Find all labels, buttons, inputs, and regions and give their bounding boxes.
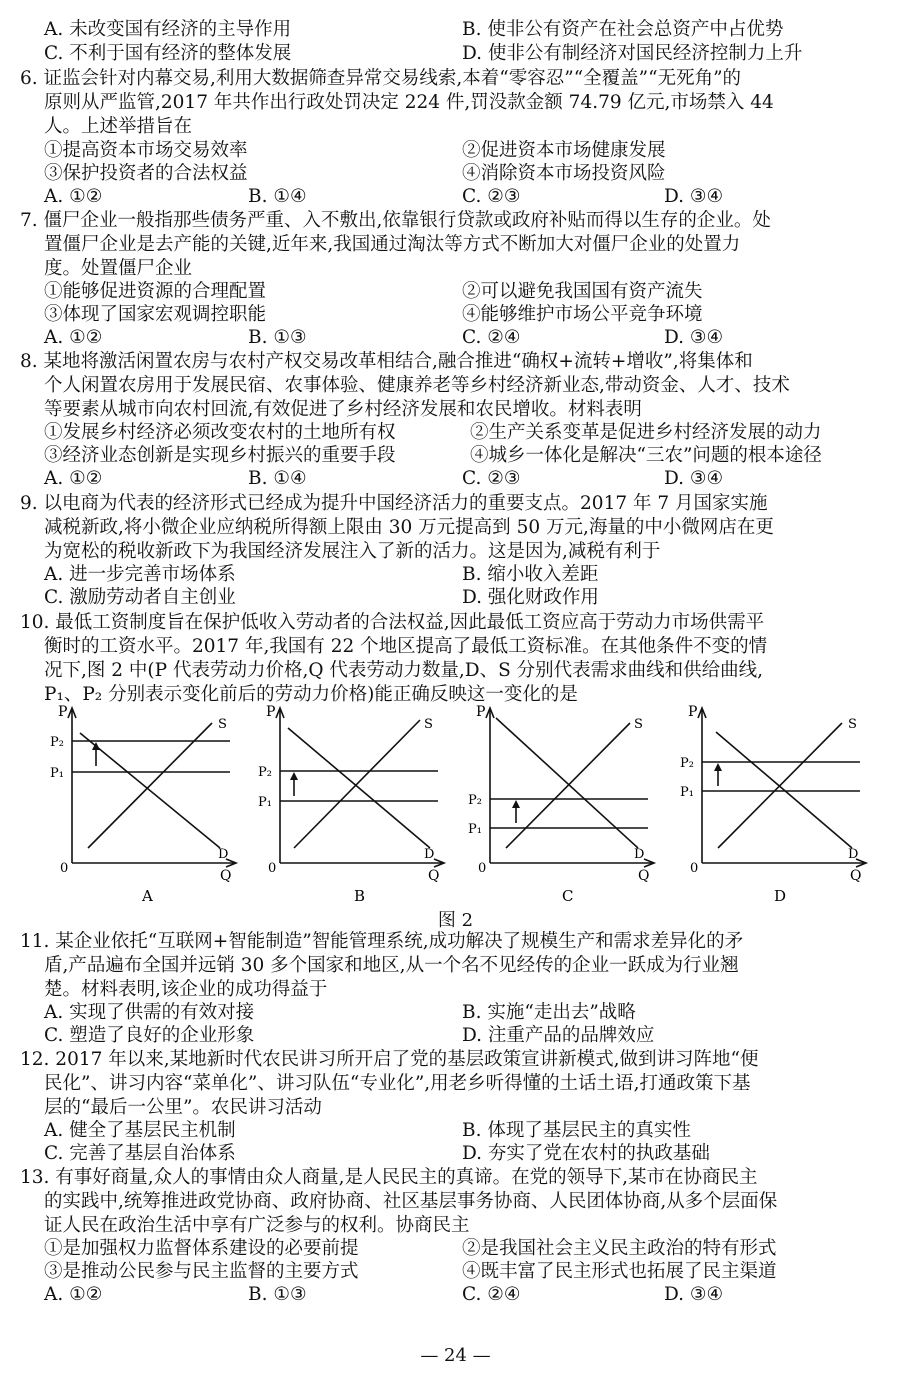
- q7-stem-line: 置僵尸企业是去产能的关键,近年来,我国通过淘汰等方式不断加大对僵尸企业的处置力: [44, 234, 741, 255]
- q8-item: ④城乡一体化是解决“三农”问题的根本途径: [470, 445, 822, 466]
- q11-stem-line: 11. 某企业依托“互联网+智能制造”智能管理系统,成功解决了规模生产和需求差异化的矛: [20, 931, 744, 952]
- graph-c: [458, 698, 658, 910]
- q13-item: ②是我国社会主义民主政治的特有形式: [462, 1238, 777, 1259]
- demand-label: D: [848, 847, 859, 862]
- q6-option-b: B. ①④: [248, 186, 307, 207]
- p1-label: P₁: [258, 795, 272, 810]
- q6-item: ①提高资本市场交易效率: [44, 140, 248, 161]
- q8-option-a: A. ①②: [44, 468, 103, 489]
- q13-option-a: A. ①②: [44, 1284, 103, 1305]
- q12-option-b: B. 体现了基层民主的真实性: [462, 1120, 691, 1141]
- q7-item: ②可以避免我国国有资产流失: [462, 281, 703, 302]
- q5-option-d: D. 使非公有制经济对国民经济控制力上升: [462, 43, 803, 64]
- axis-q-label: Q: [850, 868, 862, 884]
- q12-stem-line: 民化”、讲习内容“菜单化”、讲习队伍“专业化”,用老乡听得懂的土话土语,打通政策下基: [44, 1073, 751, 1094]
- q5-option-b: B. 使非公有资产在社会总资产中占优势: [462, 19, 784, 40]
- demand-label: D: [218, 847, 229, 862]
- q8-item: ②生产关系变革是促进乡村经济发展的动力: [470, 422, 822, 443]
- supply-label: S: [848, 717, 857, 732]
- q11-option-b: B. 实施“走出去”战略: [462, 1002, 636, 1023]
- p1-label: P₁: [468, 822, 482, 837]
- q11-option-a: A. 实现了供需的有效对接: [44, 1002, 255, 1023]
- graph-b: [248, 698, 448, 910]
- axis-p-label: P: [58, 704, 68, 720]
- q9-stem-line: 9. 以电商为代表的经济形式已经成为提升中国经济活力的重要支点。2017 年 7 月国家实施: [20, 493, 768, 514]
- figure-2-graphs: [40, 698, 870, 910]
- supply-label: S: [634, 717, 643, 732]
- q6-item: ④消除资本市场投资风险: [462, 163, 666, 184]
- q6-stem-line: 原则从严监管,2017 年共作出行政处罚决定 224 件,罚没款金额 74.79 亿元,市场禁入 44: [44, 92, 774, 113]
- q7-item: ③体现了国家宏观调控职能: [44, 304, 267, 325]
- p2-label: P₂: [468, 793, 482, 808]
- q10-stem-line: 况下,图 2 中(P 代表劳动力价格,Q 代表劳动力数量,D、S 分别代表需求曲线和供给曲线,: [44, 660, 764, 681]
- q6-item: ②促进资本市场健康发展: [462, 140, 666, 161]
- q11-option-d: D. 注重产品的品牌效应: [462, 1025, 655, 1046]
- axis-q-label: Q: [638, 868, 650, 884]
- axis-q-label: Q: [220, 868, 232, 884]
- q10-stem-line: 衡时的工资水平。2017 年,我国有 22 个地区提高了最低工资标准。在其他条件不变的情: [44, 636, 768, 657]
- q7-item: ④能够维护市场公平竞争环境: [462, 304, 703, 325]
- axis-q-label: Q: [428, 868, 440, 884]
- q11-stem-line: 楚。材料表明,该企业的成功得益于: [44, 979, 328, 1000]
- q11-option-c: C. 塑造了良好的企业形象: [44, 1025, 255, 1046]
- graph-name: C: [562, 887, 574, 905]
- q13-item: ③是推动公民参与民主监督的主要方式: [44, 1261, 359, 1282]
- origin-label: 0: [60, 861, 69, 876]
- q9-option-d: D. 强化财政作用: [462, 587, 599, 608]
- q7-option-b: B. ①③: [248, 327, 307, 348]
- q13-stem-line: 的实践中,统筹推进政党协商、政府协商、社区基层事务协商、人民团体协商,从多个层面保: [44, 1191, 778, 1212]
- origin-label: 0: [478, 861, 487, 876]
- q13-item: ①是加强权力监督体系建设的必要前提: [44, 1238, 359, 1259]
- q8-option-b: B. ①④: [248, 468, 307, 489]
- q10-stem-line: P₁、P₂ 分别表示变化前后的劳动力价格)能正确反映这一变化的是: [44, 684, 578, 705]
- q9-stem-line: 减税新政,将小微企业应纳税所得额上限由 30 万元提高到 50 万元,海量的中小微网店在更: [44, 517, 774, 538]
- supply-label: S: [218, 717, 227, 732]
- q9-option-a: A. 进一步完善市场体系: [44, 564, 236, 585]
- q12-stem-line: 层的“最后一公里”。农民讲习活动: [44, 1097, 322, 1118]
- supply-label: S: [424, 717, 433, 732]
- q13-stem-line: 证人民在政治生活中享有广泛参与的权利。协商民主: [44, 1215, 470, 1236]
- q9-option-b: B. 缩小收入差距: [462, 564, 599, 585]
- q9-option-c: C. 激励劳动者自主创业: [44, 587, 236, 608]
- p1-label: P₁: [680, 785, 694, 800]
- q13-stem-line: 13. 有事好商量,众人的事情由众人商量,是人民民主的真谛。在党的领导下,某市在协商民主: [20, 1167, 758, 1188]
- q11-stem-line: 盾,产品遍布全国并远销 30 多个国家和地区,从一个名不见经传的企业一跃成为行业翘: [44, 955, 739, 976]
- q8-stem-line: 等要素从城市向农村回流,有效促进了乡村经济发展和农民增收。材料表明: [44, 399, 642, 420]
- graph-name: B: [354, 887, 366, 905]
- page-number: — 24 —: [420, 1345, 491, 1366]
- q7-option-c: C. ②④: [462, 327, 521, 348]
- q5-option-a: A. 未改变国有经济的主导作用: [44, 19, 292, 40]
- p2-label: P₂: [680, 756, 694, 771]
- demand-label: D: [424, 847, 435, 862]
- axis-p-label: P: [476, 704, 486, 720]
- q7-stem-line: 7. 僵尸企业一般指那些债务严重、入不敷出,依靠银行贷款或政府补贴而得以生存的企业。处: [20, 210, 771, 231]
- q8-stem-line: 8. 某地将激活闲置农房与农村产权交易改革相结合,融合推进“确权+流转+增收”,将集体和: [20, 351, 753, 372]
- q12-option-a: A. 健全了基层民主机制: [44, 1120, 236, 1141]
- q12-stem-line: 12. 2017 年以来,某地新时代农民讲习所开启了党的基层政策宣讲新模式,做到讲习阵地“便: [20, 1049, 759, 1070]
- q8-item: ③经济业态创新是实现乡村振兴的重要手段: [44, 445, 396, 466]
- q6-option-d: D. ③④: [664, 186, 724, 207]
- q6-item: ③保护投资者的合法权益: [44, 163, 248, 184]
- axis-p-label: P: [266, 704, 276, 720]
- axis-p-label: P: [688, 704, 698, 720]
- origin-label: 0: [268, 861, 277, 876]
- q6-stem-line: 6. 证监会针对内幕交易,利用大数据筛查异常交易线索,本着“零容忍”“全覆盖”“无死角”的: [20, 68, 742, 89]
- q13-item: ④既丰富了民主形式也拓展了民主渠道: [462, 1261, 777, 1282]
- p2-label: P₂: [258, 765, 272, 780]
- figure-caption: 图 2: [437, 910, 474, 931]
- origin-label: 0: [690, 861, 699, 876]
- graph-d: [670, 698, 870, 910]
- q13-option-c: C. ②④: [462, 1284, 521, 1305]
- q12-option-c: C. 完善了基层自治体系: [44, 1143, 236, 1164]
- q6-stem-line: 人。上述举措旨在: [44, 116, 193, 137]
- q8-option-c: C. ②③: [462, 468, 521, 489]
- q7-stem-line: 度。处置僵尸企业: [44, 258, 193, 279]
- q6-option-a: A. ①②: [44, 186, 103, 207]
- p2-label: P₂: [50, 735, 64, 750]
- q7-item: ①能够促进资源的合理配置: [44, 281, 267, 302]
- q12-option-d: D. 夯实了党在农村的执政基础: [462, 1143, 710, 1164]
- q10-stem-line: 10. 最低工资制度旨在保护低收入劳动者的合法权益,因此最低工资应高于劳动力市场供需平: [20, 612, 765, 633]
- q5-option-c: C. 不利于国有经济的整体发展: [44, 43, 292, 64]
- graph-a: [40, 698, 240, 910]
- graph-name: D: [774, 887, 787, 905]
- demand-label: D: [634, 847, 645, 862]
- q8-option-d: D. ③④: [664, 468, 724, 489]
- graph-name: A: [142, 887, 153, 905]
- q13-option-b: B. ①③: [248, 1284, 307, 1305]
- q7-option-a: A. ①②: [44, 327, 103, 348]
- q7-option-d: D. ③④: [664, 327, 724, 348]
- p1-label: P₁: [50, 766, 64, 781]
- q9-stem-line: 为宽松的税收新政下为我国经济发展注入了新的活力。这是因为,减税有利于: [44, 541, 661, 562]
- q13-option-d: D. ③④: [664, 1284, 724, 1305]
- q8-stem-line: 个人闲置农房用于发展民宿、农事体验、健康养老等乡村经济新业态,带动资金、人才、技术: [44, 375, 790, 396]
- q8-item: ①发展乡村经济必须改变农村的土地所有权: [44, 422, 396, 443]
- q6-option-c: C. ②③: [462, 186, 521, 207]
